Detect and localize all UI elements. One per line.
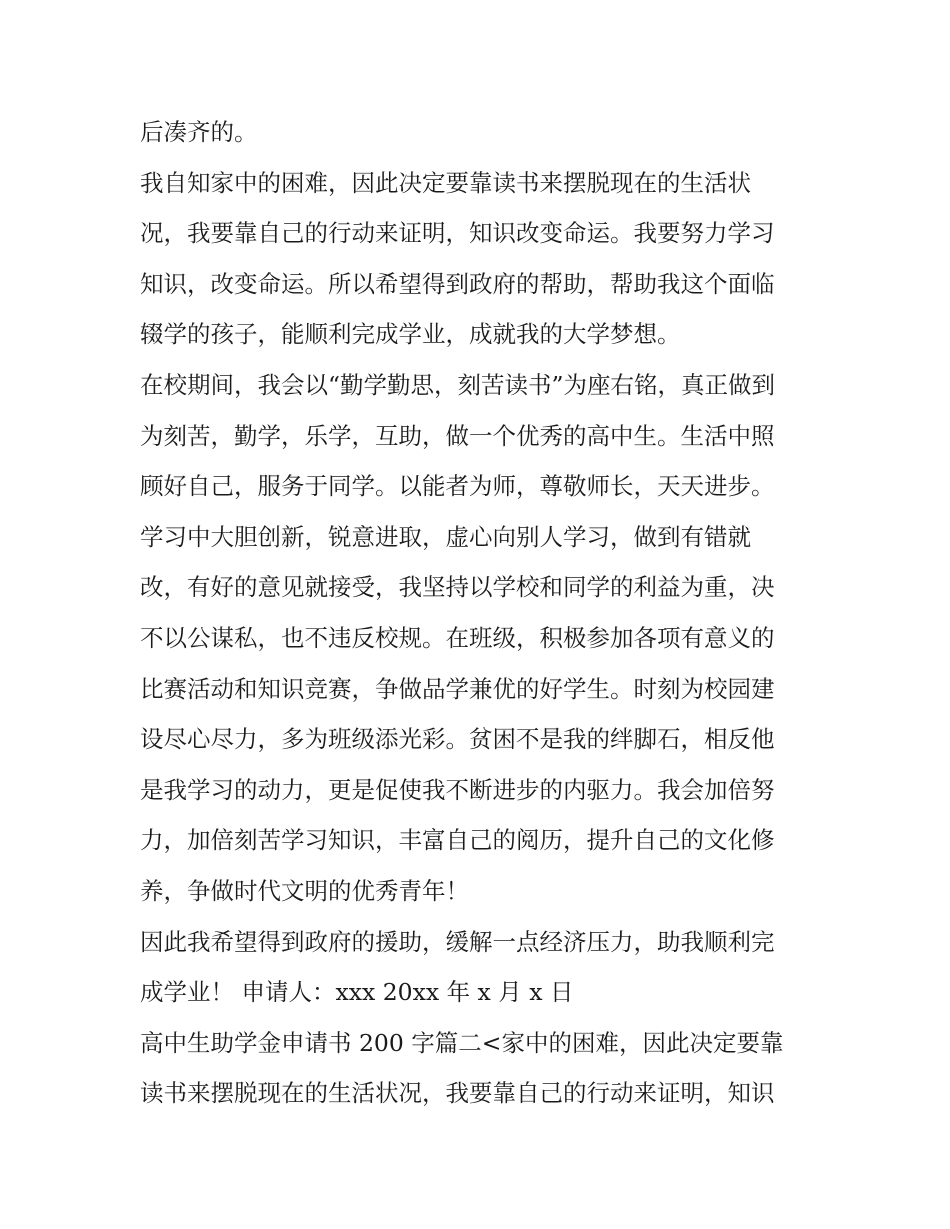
text-line: 学习中大胆创新，锐意进取，虚心向别人学习，做到有错就 [140,522,751,551]
text-line: 在校期间，我会以“勤学勤思，刻苦读书”为座右铭，真正做到 [140,370,776,399]
text-line: 力，加倍刻苦学习知识，丰富自己的阅历，提升自己的文化修 [140,826,775,855]
document-body [140,107,820,1119]
text-line: 顾好自己，服务于同学。以能者为师，尊敬师长，天天进步。 [140,472,775,501]
text-line: 我自知家中的困难，因此决定要靠读书来摆脱现在的生活状 [140,168,751,197]
text-line: 后凑齐的。 [140,118,258,146]
text-line: 为刻苦，勤学，乐学，互助，做一个优秀的高中生。生活中照 [140,421,775,450]
text-line: 高中生助学金申请书 200 字篇二<家中的困难，因此决定要靠 [140,1028,784,1057]
text-line: 辍学的孩子，能顺利完成学业，成就我的大学梦想。 [140,320,681,349]
text-line: 读书来摆脱现在的生活状况，我要靠自己的行动来证明，知识 [140,1079,775,1108]
text-line: 设尽心尽力，多为班级添光彩。贫困不是我的绊脚石，相反他 [140,725,775,754]
text-line: 是我学习的动力，更是促使我不断进步的内驱力。我会加倍努 [140,775,775,804]
text-line: 养，争做时代文明的优秀青年！ [140,876,469,905]
text-line: 成学业！ 申请人：xxx 20xx 年 x 月 x 日 [140,978,574,1007]
text-line: 不以公谋私，也不违反校规。在班级，积极参加各项有意义的 [140,623,775,652]
text-line: 况，我要靠自己的行动来证明，知识改变命运。我要努力学习 [140,219,775,248]
text-line: 比赛活动和知识竞赛，争做品学兼优的好学生。时刻为校园建 [140,674,775,703]
text-line: 知识，改变命运。所以希望得到政府的帮助，帮助我这个面临 [140,269,775,298]
text-line: 因此我希望得到政府的援助，缓解一点经济压力，助我顺利完 [140,927,775,956]
text-line: 改，有好的意见就接受，我坚持以学校和同学的利益为重，决 [140,573,775,602]
